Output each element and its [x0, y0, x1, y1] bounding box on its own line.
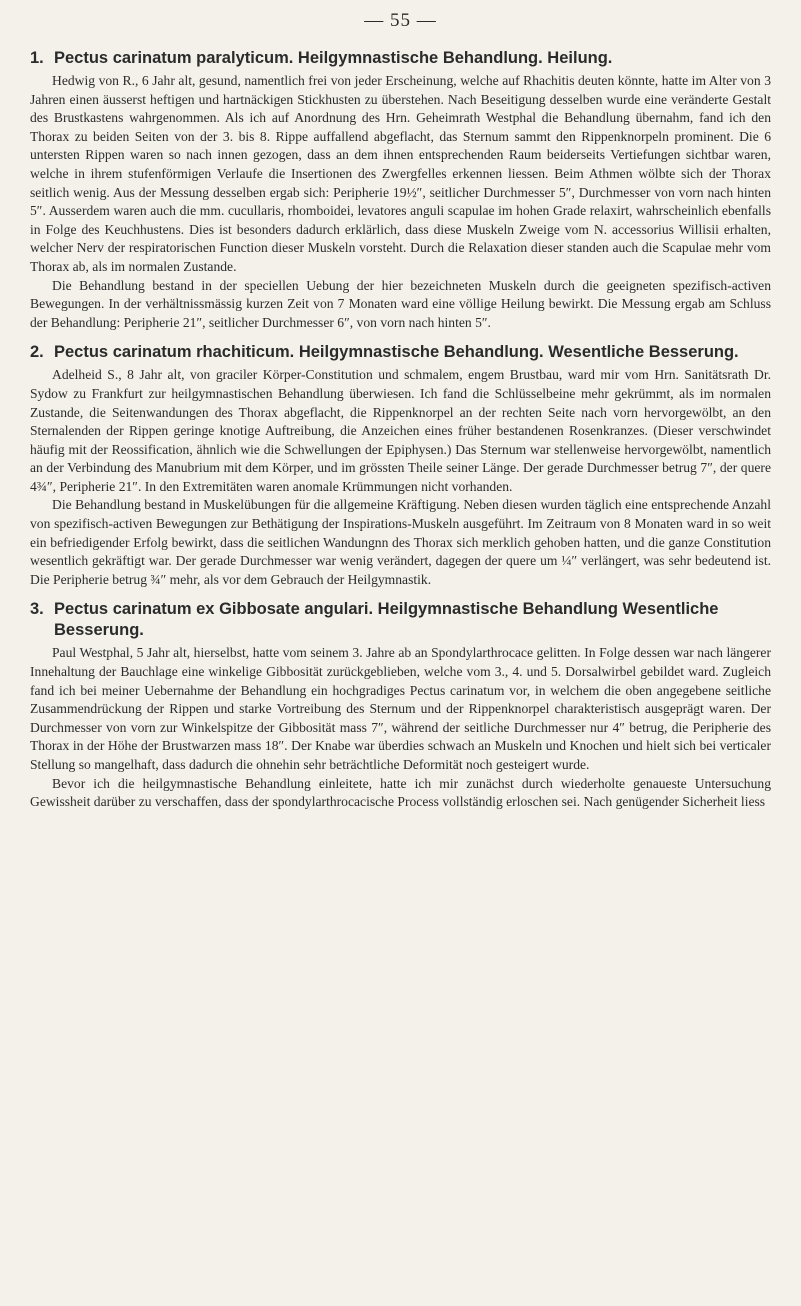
case-section-1	[30, 48, 771, 332]
section-heading	[30, 48, 771, 69]
paragraph: Hedwig von R., 6 Jahr alt, gesund, namentlich frei von jeder Erscheinung, welche auf Rhachitis deuten könnte, hatte im Alter von 3 Jahren einen äusserst heftigen und hartnäckigen Stickhusten zu überstehen. Nach Beseitigung desselben wurde eine veränderte Gestalt des Brustkastens wahrgenommen. Als ich auf Anordnung des Hrn. Geheimrath Westphal die Behandlung übernahm, fand ich den Thorax zu beiden Seiten von der 3. bis 8. Rippe auffallend abgeflacht, das Sternum sammt den Rippenknorpeln prominent. Die 6 untersten Rippen waren so nach innen gezogen, dass an dem ihnen entsprechenden Raum beiderseits Vertiefungen sichtbar waren, welche in ihrem stufenförmigen Verlaufe die Insertionen des Zwergfelles erkennen liessen. Beim Athmen wölbte sich der Thorax seitlich wenig. Aus der Messung desselben ergab sich: Peripherie 19½″, seitlicher Durchmesser 5″, Durchmesser von vorn nach hinten 5″. Ausserdem waren auch die mm. cucullaris, rhomboidei, levatores anguli scapulae im hohen Grade relaxirt, wahrscheinlich ebenfalls in Folge des Keuchhustens. Dies ist besonders dadurch erklärlich, dass diese Muskeln Zweige vom N. accessorius Willisii erhalten, welcher Nerv der respiratorischen Function dieser Muskeln vorsteht. Durch die Relaxation dieser standen auch die Scapulae mehr vom Thorax ab, als im normalen Zustande.	[30, 73, 771, 274]
section-title: Pectus carinatum rhachiticum. Heilgymnastische Behandlung. Wesentliche Besserung.	[54, 343, 739, 362]
section-number: 2.	[30, 343, 44, 362]
section-number: 3.	[30, 600, 44, 619]
paragraph: Adelheid S., 8 Jahr alt, von graciler Körper-Constitution und schmalem, engem Brustbau, ward mir vom Hrn. Sanitätsrath Dr. Sydow zu Frankfurt zur heilgymnastischen Behandlung überwiesen. Ich fand die Schlüsselbeine mehr gekrümmt, als im normalen Zustande, die Seitenwandungen des Thorax abgeflacht, die Rippenknorpel an der rechten Seite nach vorn hervorgewölbt, an den Sternalenden der Rippen geringe knotige Auftreibung, die Anzeichen eines früher bestandenen Rosenkranzes. (Dieser verschwindet häufig mit der Reossification, ähnlich wie die Schwellungen der Epiphysen.) Das Sternum war stellenweise hervorgewölbt, namentlich an der Verbindung des Manubrium mit dem Körper, und im grössten Theile seiner Länge. Der gerade Durchmesser betrug 7″, der quere 4¾″, Peripherie 21″. In den Extremitäten waren anomale Krümmungen nicht vorhanden.	[30, 367, 771, 494]
case-section-2	[30, 342, 771, 589]
section-number: 1.	[30, 49, 44, 67]
section-title: Pectus carinatum paralyticum. Heilgymnastische Behandlung. Heilung.	[54, 49, 613, 67]
paragraph: Die Behandlung bestand in Muskelübungen für die allgemeine Kräftigung. Neben diesen wurden täglich eine entsprechende Anzahl von spezifisch-activen Bewegungen zur Bethätigung der Inspirations-Muskeln ausgeführt. Im Zeitraum von 8 Monaten ward in so weit ein befriedigender Erfolg bewirkt, dass die seitlichen Wandungnn des Thorax sich merklich gehoben hatten, und die ganze Constitution wesentlich gekräftigt war. Der gerade Durchmesser war wenig verändert, dagegen der quere um ¼″ verlängert, was sehr bedeutend ist. Die Peripherie betrug ¾″ mehr, als vor dem Gebrauch der Heilgymnastik.	[30, 497, 771, 587]
section-heading	[30, 342, 771, 363]
case-section-3	[30, 599, 771, 811]
paragraph: Bevor ich die heilgymnastische Behandlung einleitete, hatte ich mir zunächst durch wiederholte genaueste Untersuchung Gewissheit darüber zu verschaffen, dass der spondylarthrocacische Process vollständig erloschen sei. Nach genügender Sicherheit liess	[30, 775, 771, 810]
paragraph: Paul Westphal, 5 Jahr alt, hierselbst, hatte vom seinem 3. Jahre ab an Spondylarthrocace gelitten. In Folge dessen war nach längerer Innehaltung der Bauchlage eine winkelige Gibbosität zurückgeblieben, welche vom 3., 4. und 5. Dorsalwirbel gebildet ward. Zugleich fand ich bei meiner Uebernahme der Behandlung ein hochgradiges Pectus carinatum vor, in welchem die oben angegebene seitliche Zusammendrückung der Rippen und starke Vortreibung des Sternum und der Rippenknorpel charakteristisch ausgeprägt waren. Der Durchmesser von vorn zur Winkelspitze der Gibbosität mass 7″, während der seitliche Durchmesser nur 4″ betrug, die Peripherie des Thorax in der Höhe der Brustwarzen mass 18″. Der Knabe war überdies schwach an Muskeln und Knochen und hielt sich bei verticaler Stellung so mangelhaft, dass dadurch die ohnehin sehr beträchtliche Deformität noch gesteigert wurde.	[30, 645, 771, 772]
section-heading	[30, 599, 771, 641]
section-title: Pectus carinatum ex Gibbosate angulari. Heilgymnastische Behandlung Wesentliche Besserung.	[54, 600, 719, 640]
page-number: — 55 —	[364, 10, 437, 31]
paragraph: Die Behandlung bestand in der speciellen Uebung der hier bezeichneten Muskeln durch die geeigneten spezifisch-activen Bewegungen. In der verhältnissmässig kurzen Zeit von 7 Monaten ward eine völlige Heilung bewirkt. Die Messung ergab am Schluss der Behandlung: Peripherie 21″, seitlicher Durchmesser 6″, von vorn nach hinten 5″.	[30, 277, 771, 330]
